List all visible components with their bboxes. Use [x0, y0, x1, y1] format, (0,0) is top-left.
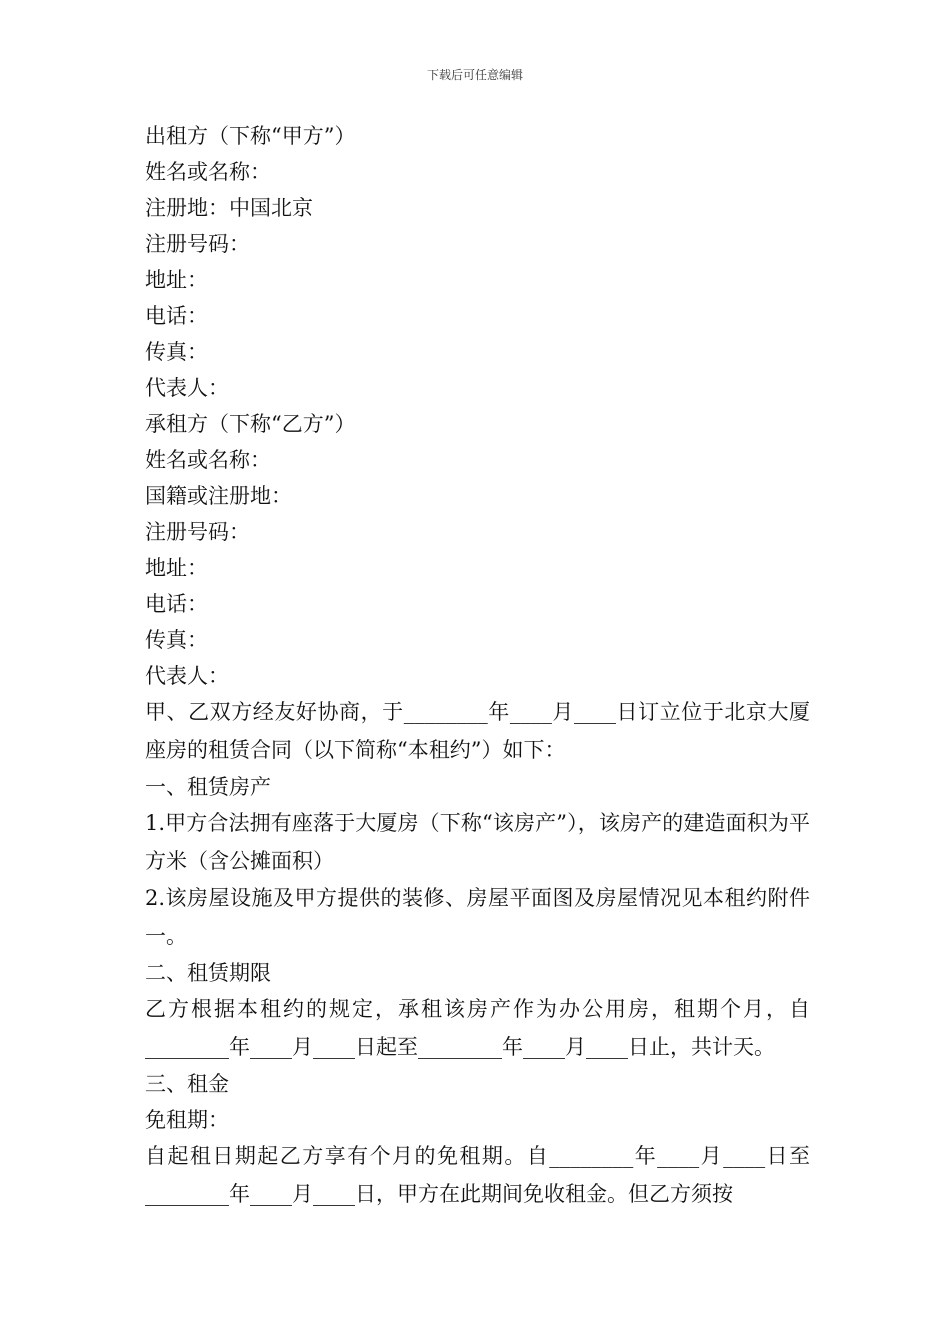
intro-paragraph: 甲、乙双方经友好协商，于________年____月____日订立位于北京大厦座房的租赁合同（以下简称“本租约”）如下：	[145, 700, 810, 762]
lessor-address: 地址：	[145, 268, 208, 292]
lessor-name-field: 姓名或名称：	[145, 160, 271, 184]
lessee-fax: 传真：	[145, 628, 208, 652]
section1-title: 一、租赁房产	[145, 775, 271, 799]
lessee-nationality: 国籍或注册地：	[145, 484, 292, 508]
lessee-registration-number: 注册号码：	[145, 520, 250, 544]
lessee-heading: 承租方（下称“乙方”）	[145, 412, 356, 436]
lessee-phone: 电话：	[145, 592, 208, 616]
lessor-registration-number: 注册号码：	[145, 232, 250, 256]
section1-item1: 1.甲方合法拥有座落于大厦房（下称“该房产”），该房产的建造面积为平方米（含公摊面积）	[145, 811, 810, 873]
lessor-heading: 出租方（下称“甲方”）	[145, 124, 356, 148]
free-period-text: 自起租日期起乙方享有个月的免租期。自________年____月____日至________年____月____日，甲方在此期间免收租金。但乙方须按	[145, 1144, 810, 1206]
lessor-fax: 传真：	[145, 340, 208, 364]
lessor-registered-place: 注册地：中国北京	[145, 196, 313, 220]
free-period-label: 免租期：	[145, 1108, 229, 1132]
section3-title: 三、租金	[145, 1072, 229, 1096]
section1-item2: 2.该房屋设施及甲方提供的装修、房屋平面图及房屋情况见本租约附件一。	[145, 886, 810, 948]
section2-text: 乙方根据本租约的规定，承租该房产作为办公用房，租期个月，自________年____月____日起至________年____月____日止，共计天。	[145, 997, 810, 1059]
lessee-address: 地址：	[145, 556, 208, 580]
lessor-representative: 代表人：	[145, 376, 229, 400]
lessee-representative: 代表人：	[145, 664, 229, 688]
lessee-name-field: 姓名或名称：	[145, 448, 271, 472]
section2-title: 二、租赁期限	[145, 961, 271, 985]
page-header: 下载后可任意编辑	[426, 68, 523, 82]
contract-body	[145, 118, 810, 1213]
lessor-phone: 电话：	[145, 304, 208, 328]
